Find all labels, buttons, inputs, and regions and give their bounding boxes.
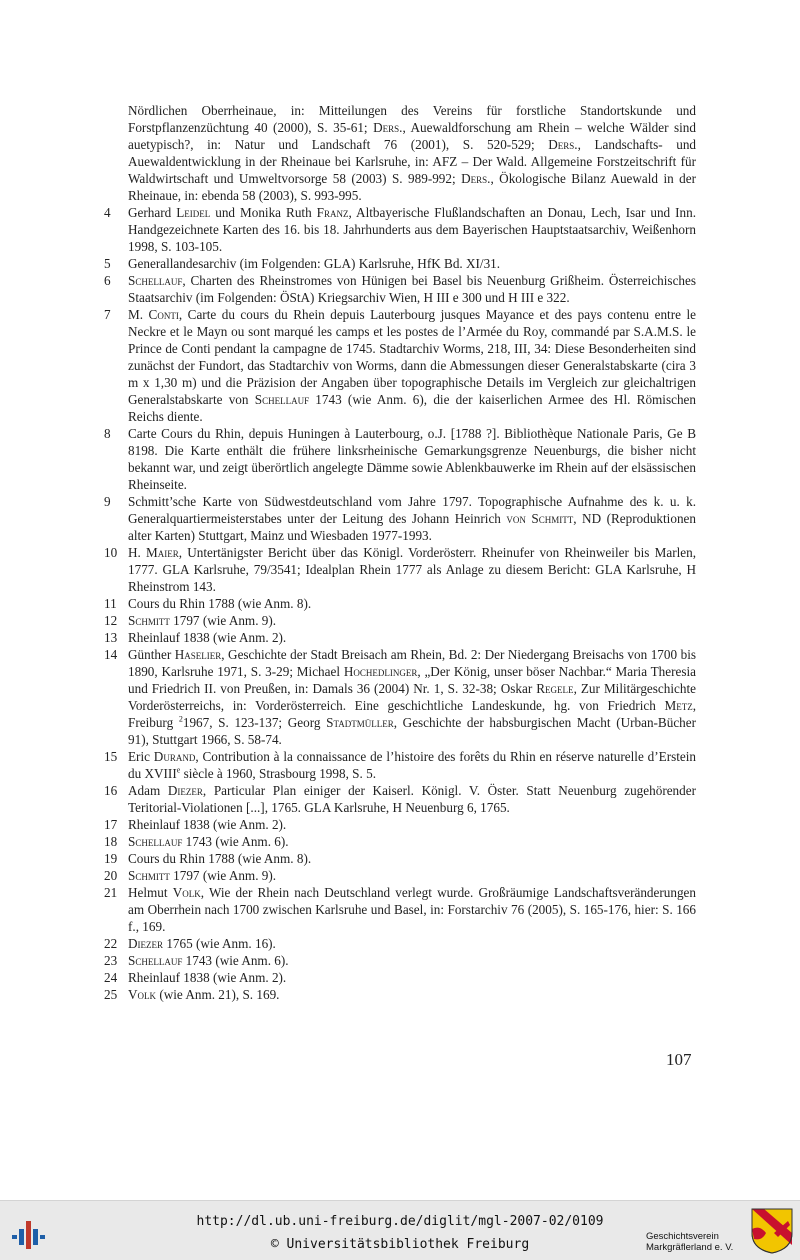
page-number: 107 [666,1050,692,1069]
footnote-text: , Freiburg [128,698,696,730]
society-name-line2: Markgräflerland e. V. [646,1242,734,1253]
footnote-text: Hochedlinger [343,664,418,679]
footnote-number: 24 [104,970,118,985]
footnote-text: ., Ökologische Bilanz Auewald in der Rheinaue, in: ebenda 58 (2003), S. 993-995. [128,171,697,203]
footnote-text: Stadtmüller [326,715,394,730]
footnote-text: Volk [128,987,157,1002]
coat-of-arms-icon[interactable] [750,1207,794,1255]
footnote-text: Schellauf [128,273,183,288]
footnote-text: Rheinlauf 1838 (wie Anm. 2). [128,970,287,985]
footnote-text: Nördlichen Oberrheinaue, in: Mitteilungen des Vereins für forstliche Standortskunde und Forstpflanzenzüchtung 40 (2000), S. 35-61; [128,103,696,135]
footnote-text: Diezer [167,783,203,798]
footnote-text: Franz [316,205,349,220]
footnote [104,306,696,425]
document-url[interactable]: http://dl.ub.uni-freiburg.de/diglit/mgl-2007-02/0109 [196,1214,604,1229]
footnote-number: 19 [104,851,118,866]
footnote [104,833,696,850]
footnote-text: ., Auewaldforschung am Rhein – welche Wälder sind auetypisch?, in: Natur und Landschaft 76 (2001), S. 520-529; [128,120,696,152]
footnote-number: 18 [104,834,118,849]
footnote-text: , ND (Reproduktionen alter Karten) Stuttgart, Mainz und Wiesbaden 1977-1993. [128,511,696,543]
footnote-text: Cours du Rhin 1788 (wie Anm. 8). [128,851,312,866]
footnote-number: 7 [104,307,111,322]
footnote-text: 1797 (wie Anm. 9). [169,613,277,628]
footnote-number: 16 [104,783,118,798]
footnote-number: 22 [104,936,118,951]
footnote-text: Günther [128,647,175,662]
society-name [646,1231,733,1253]
footnote-text: (wie Anm. 21), S. 169. [156,987,280,1002]
footnote-text: siècle à 1960, Strasbourg 1998, S. 5. [180,766,377,781]
footnote-text: und Monika Ruth [210,205,317,220]
footnote-text: 1743 (wie Anm. 6). [182,834,289,849]
footnote [104,952,696,969]
footnote-text: e [176,765,181,775]
footnote-text: Durand [153,749,196,764]
footnote [104,850,696,867]
footnote-text: 1967, S. 123-137; Georg [182,715,327,730]
footnote-number: 5 [104,256,111,271]
footnote-text: Ders [373,120,400,135]
footnote-text: , Geschichte der Stadt Breisach am Rhein, Bd. 2: Der Niedergang Breisachs von 1700 bis 1890, Karlsruhe 1971, S. 3-29; Michael [128,647,696,679]
footnote-text: , Wie der Rhein nach Deutschland verlegt wurde. Großräumige Landschaftsveränderungen am Oberrhein nach 1700 zwischen Karlsruhe und Basel, in: Forstarchiv 76 (2005), S. 165-176, hier: S. 166 f., 169. [128,885,697,934]
footnote [104,425,696,493]
footnote-text: 1765 (wie Anm. 16). [163,936,276,951]
footnote [104,612,696,629]
footnote-number: 17 [104,817,118,832]
footnote-text: , Altbayerische Flußlandschaften an Donau, Lech, Isar und Inn. Handgezeichnete Karten des 16. bis 18. Jahrhunderts aus dem Bayerischen Hauptstaatsarchiv, Weißenhorn 1998, S. 103-105. [128,205,697,254]
footnote [104,544,696,595]
footnote [104,884,696,935]
footnote-text: 1797 (wie Anm. 9). [169,868,277,883]
footnote-text: Gerhard [128,205,177,220]
footnote-text: , Charten des Rheinstromes von Hünigen bei Basel bis Neuenburg Grißheim. Österreichisches Staatsarchiv (im Folgenden: ÖStA) Kriegsarchiv Wien, H III e 300 und H III e 322. [128,273,696,305]
footnote-number: 21 [104,885,118,900]
copyright-notice: © Universitätsbibliothek Freiburg [270,1237,530,1252]
footnote [104,986,696,1003]
footnote-text: , Geschichte der habsburgischen Macht (Urban-Bücher 91), Stuttgart 1966, S. 58-74. [128,715,697,747]
footnote-text: von Schmitt [506,511,574,526]
footnote-number: 6 [104,273,111,288]
footnote-text: Eric [128,749,154,764]
footnote-number: 20 [104,868,118,883]
footnote-text: Ders [548,137,575,152]
footnote-text: 2 [178,714,183,724]
society-name-line1: Geschichtsverein [646,1231,719,1242]
footnote [104,255,696,272]
viewer-footer-bar [0,1200,800,1260]
footnote-number: 4 [104,205,111,220]
footnote-text: M. [128,307,149,322]
footnote-number: 15 [104,749,118,764]
footnote-text: Generallandesarchiv (im Folgenden: GLA) Karlsruhe, HfK Bd. XI/31. [128,256,501,271]
footnote-text: Rheinlauf 1838 (wie Anm. 2). [128,630,287,645]
footnote-number: 10 [104,545,118,560]
footnote-text: (wie Anm. 6), die der kaiserlichen Armee des Hl. Römischen Reichs diente. [128,392,696,424]
footnote-number: 11 [104,596,117,611]
footnote-text: Schmitt’sche Karte von Südwestdeutschland vom Jahre 1797. Topographische Aufnahme des k. u. k. Generalquartiermeisterstabes unter der Leitung des Johann Heinrich [128,494,696,526]
footnote [104,816,696,833]
footnote-number: 13 [104,630,118,645]
footnote [104,102,696,204]
footnote-text: Diezer [128,936,164,951]
footnote-text: Cours du Rhin 1788 (wie Anm. 8). [128,596,312,611]
footnote-text: Schellauf 1743 [254,392,342,407]
footnote-number: 12 [104,613,118,628]
footnotes-list [104,102,696,1003]
footnote [104,204,696,255]
footnote-text: Schellauf [128,953,183,968]
footnote-text: , Carte du cours du Rhein depuis Lauterbourg jusques Mayance et des pays contenu entre le Neckre et le Mayn ou sont marqué les camps et les postes de l’Armée du Roy, commandé par S.A.M.S. le Prince de Conti pendant la campagne de 1745. Stadtarchiv Worms, 218, III, 34: Diese Besonderheiten sind zunächst der Fundort, das Stadtarchiv von Worms, dann die Abmessungen dieser Generalstabskarte (cira 3 m x 1,30 m) und die Präzision der Angaben über topographische Details im Vergleich zur gleichaltrigen Generalstabskarte von [128,307,696,407]
footnote [104,969,696,986]
footnote-text: Conti [148,307,179,322]
footnote-text: Adam [128,783,168,798]
footnote-text: Schmitt [128,613,170,628]
footnote-number: 23 [104,953,118,968]
footnote [104,272,696,306]
footnote-text: , „Der König, unser böser Nachbar.“ Maria Theresia und Friedrich II. von Preußen, in: Damals 36 (2004) Nr. 1, S. 32-38; Oskar [128,664,697,696]
footnote [104,748,696,782]
footnote-text: Maier [146,545,179,560]
footnote-text: 1743 (wie Anm. 6). [182,953,289,968]
footnote-text: Carte Cours du Rhin, depuis Huningen à Lauterbourg, o.J. [1788 ?]. Bibliothèque Nationale Paris, Ge B 8198. Die Karte enthält die frühere linksrheinische Gemarkungsgrenze Neuenburgs, die bisher nicht bekannt war, und zeigt überörtlich angelegte Dämme sowie Ablenkbauwerke im Rhein auf der elsässischen Rheinseite. [128,426,696,492]
footnote-text: Haselier [174,647,222,662]
footnote-number: 9 [104,494,111,509]
footnote-text: Rheinlauf 1838 (wie Anm. 2). [128,817,287,832]
footnote-text: Volk [172,885,201,900]
footnote-text: Metz [664,698,693,713]
footnote [104,646,696,748]
footnote-text: , Untertänigster Bericht über das Königl. Vorderösterr. Rheinufer von Rheinweiler bis Marlen, 1777. GLA Karlsruhe, 79/3541; Idealplan Rhein 1777 als Anlage zu diesem Bericht: GLA Karlsruhe, H Rheinstrom 143. [128,545,696,594]
footnote [104,935,696,952]
footnote-text: Leidel [176,205,211,220]
footnote-text: , Contribution à la connaissance de l’histoire des forêts du Rhin en réserve naturelle d’Erstein du XVIII [128,749,696,781]
footnote-number: 25 [104,987,118,1002]
footnote [104,629,696,646]
footnote-text: , Particular Plan einiger der Kaiserl. Königl. V. Öster. Statt Neuenburg zugehörender Teritorial-Violationen [...], 1765. GLA Karlsruhe, H Neuenburg 6, 1765. [128,783,696,815]
footnote-text: ., Landschafts- und Auewaldentwicklung in der Rheinaue bei Karlsruhe, in: AFZ – Der Wald. Allgemeine Forstzeitschrift für Waldwirtschaft und Umweltvorsorge 58 (2003) S. 989-992; [128,137,697,186]
footnote [104,493,696,544]
footnote-text: Ders [461,171,488,186]
footnote-text: H. [128,545,147,560]
footnote-text: Schellauf [128,834,183,849]
footnote-text: , Zur Militärgeschichte Vorderösterreichs, in: Vorderösterreich. Eine geschichtliche Landeskunde, hg. von Friedrich [128,681,696,713]
footnote [104,595,696,612]
footnote [104,867,696,884]
footnote-number: 8 [104,426,111,441]
footnote-number: 14 [104,647,118,662]
footnote [104,782,696,816]
footnote-text: Regele [536,681,574,696]
footnote-text: Helmut [128,885,173,900]
footnote-text: Schmitt [128,868,170,883]
